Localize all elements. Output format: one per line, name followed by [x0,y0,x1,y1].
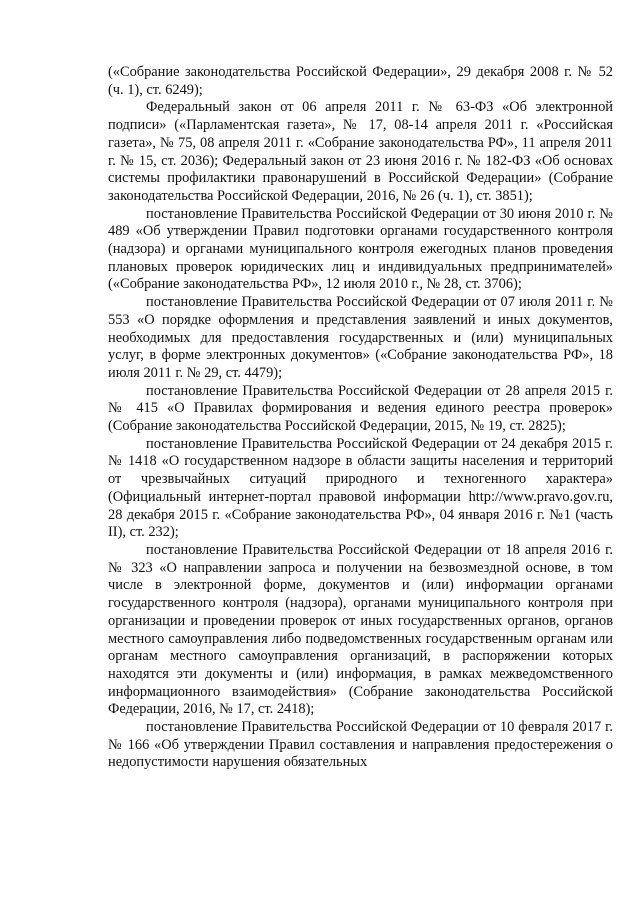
paragraph-8: постановление Правительства Российской Федерации от 10 февраля 2017 г. № 166 «Об утверждении Правил составления и направления предостережения о недопустимости нарушения обязательных [108,719,613,771]
paragraph-1: («Собрание законодательства Российской Федерации», 29 декабря 2008 г. № 52 (ч. 1), ст. 6249); [108,64,613,98]
paragraph-3: постановление Правительства Российской Федерации от 30 июня 2010 г. № 489 «Об утверждении Правил подготовки органами государственного контроля (надзора) и органами муниципального контроля ежегодных планов проведения плановых проверок юридических лиц и индивидуальных предпринимателей» («Собрание законодательства РФ», 12 июля 2010 г., № 28, ст. 3706); [108,205,613,293]
paragraph-6: постановление Правительства Российской Федерации от 24 декабря 2015 г. № 1418 «О государственном надзоре в области защиты населения и территорий от чрезвычайных ситуаций природного и техногенного характера» (Официальный интернет-портал правовой информации http://www.pravo.gov.ru, 28 декабря 2015 г. «Собрание законодательства РФ», 04 января 2016 г. №1 (часть II), ст. 232); [108,435,613,541]
paragraph-7: постановление Правительства Российской Федерации от 18 апреля 2016 г. № 323 «О направлении запроса и получении на безвозмездной основе, в том числе в электронной форме, документов и (или) информации органами государственного контроля (надзора), органами муниципального контроля при организации и проведении проверок от иных государственных органов, органов местного самоуправления либо подведомственных государственным органам или органам местного самоуправления организаций, в распоряжении которых находятся эти документы и (или) информация, в рамках межведомственного информационного взаимодействия» (Собрание законодательства Российской Федерации, 2016, № 17, ст. 2418); [108,541,613,718]
paragraph-2: Федеральный закон от 06 апреля 2011 г. № 63-ФЗ «Об электронной подписи» («Парламентская газета», № 17, 08-14 апреля 2011 г. «Российская газета», № 75, 08 апреля 2011 г. «Собрание законодательства РФ», 11 апреля 2011 г. № 15, ст. 2036); Федеральный закон от 23 июня 2016 г. № 182-ФЗ «Об основах системы профилактики правонарушений в Российской Федерации» (Собрание законодательства Российской Федерации, 2016, № 26 (ч. 1), ст. 3851); [108,99,613,204]
paragraph-4: постановление Правительства Российской Федерации от 07 июля 2011 г. № 553 «О порядке оформления и представления заявлений и иных документов, необходимых для предоставления государственных и (или) муниципальных услуг, в форме электронных документов» («Собрание законодательства РФ», 18 июля 2011 г. № 29, ст. 4479); [108,294,613,381]
document-page [108,64,613,772]
paragraph-5: постановление Правительства Российской Федерации от 28 апреля 2015 г. № 415 «О Правилах формирования и ведения единого реестра проверок» (Собрание законодательства Российской Федерации, 2015, № 19, ст. 2825); [108,382,613,435]
